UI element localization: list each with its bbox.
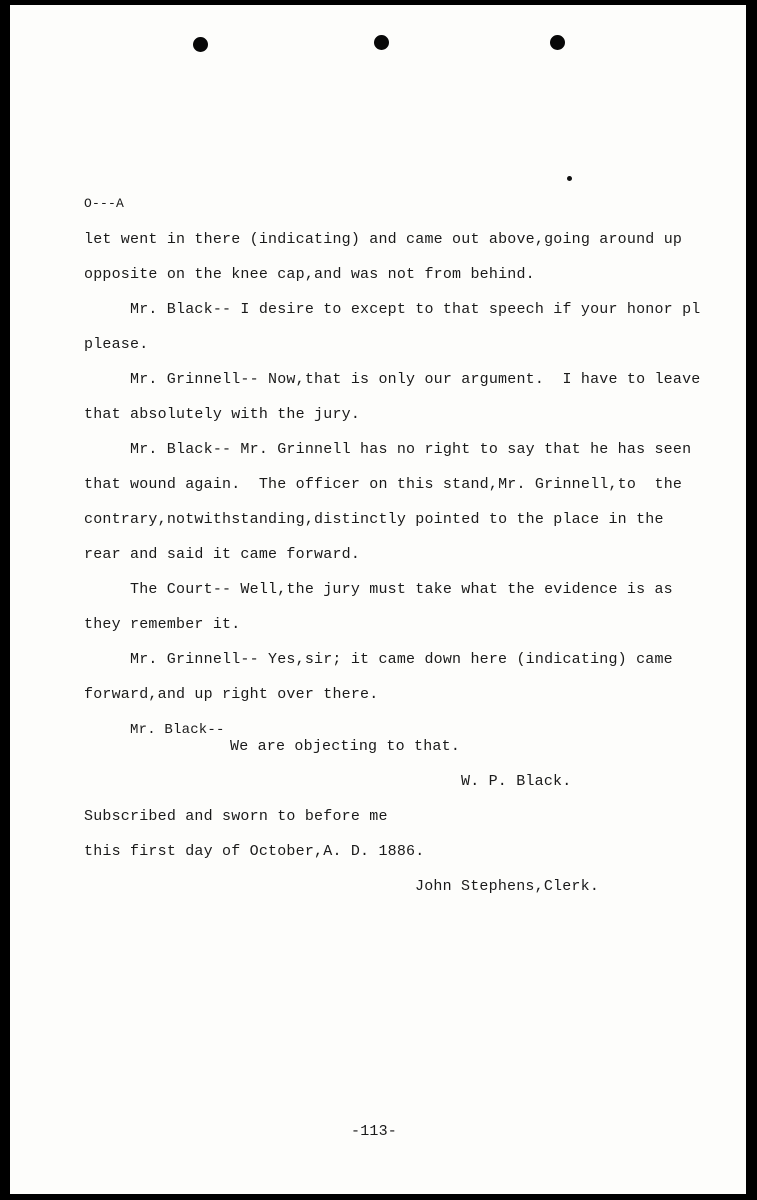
text-line: let went in there (indicating) and came out above,going around up: [84, 231, 683, 248]
text-line: forward,and up right over there.: [84, 686, 379, 703]
text-line: Subscribed and sworn to before me: [84, 808, 388, 825]
clerk-signature: John Stephens,Clerk.: [415, 878, 600, 895]
text-line: please.: [84, 336, 149, 353]
signature-line: W. P. Black.: [461, 773, 572, 790]
page-number: -113-: [351, 1123, 398, 1140]
text-line: Mr. Grinnell-- Now,that is only our argument. I have to leave: [130, 371, 701, 388]
punch-hole-right: [550, 35, 565, 50]
text-line: opposite on the knee cap,and was not from behind.: [84, 266, 535, 283]
document-page: [10, 5, 746, 1194]
text-line: Mr. Black-- Mr. Grinnell has no right to say that he has seen: [130, 441, 692, 458]
ink-speck: [567, 176, 572, 181]
text-line: The Court-- Well,the jury must take what the evidence is as: [130, 581, 673, 598]
text-line: Mr. Black--: [130, 722, 225, 738]
text-line: they remember it.: [84, 616, 241, 633]
text-line: We are objecting to that.: [230, 738, 461, 755]
text-line: that wound again. The officer on this stand,Mr. Grinnell,to the: [84, 476, 683, 493]
text-line: contrary,notwithstanding,distinctly pointed to the place in the: [84, 511, 664, 528]
section-header: O---A: [84, 196, 125, 211]
text-line: Mr. Black-- I desire to except to that speech if your honor pl: [130, 301, 701, 318]
punch-hole-left: [193, 37, 208, 52]
text-line: this first day of October,A. D. 1886.: [84, 843, 425, 860]
punch-hole-center: [374, 35, 389, 50]
text-line: that absolutely with the jury.: [84, 406, 361, 423]
text-line: Mr. Grinnell-- Yes,sir; it came down here (indicating) came: [130, 651, 673, 668]
text-line: rear and said it came forward.: [84, 546, 361, 563]
